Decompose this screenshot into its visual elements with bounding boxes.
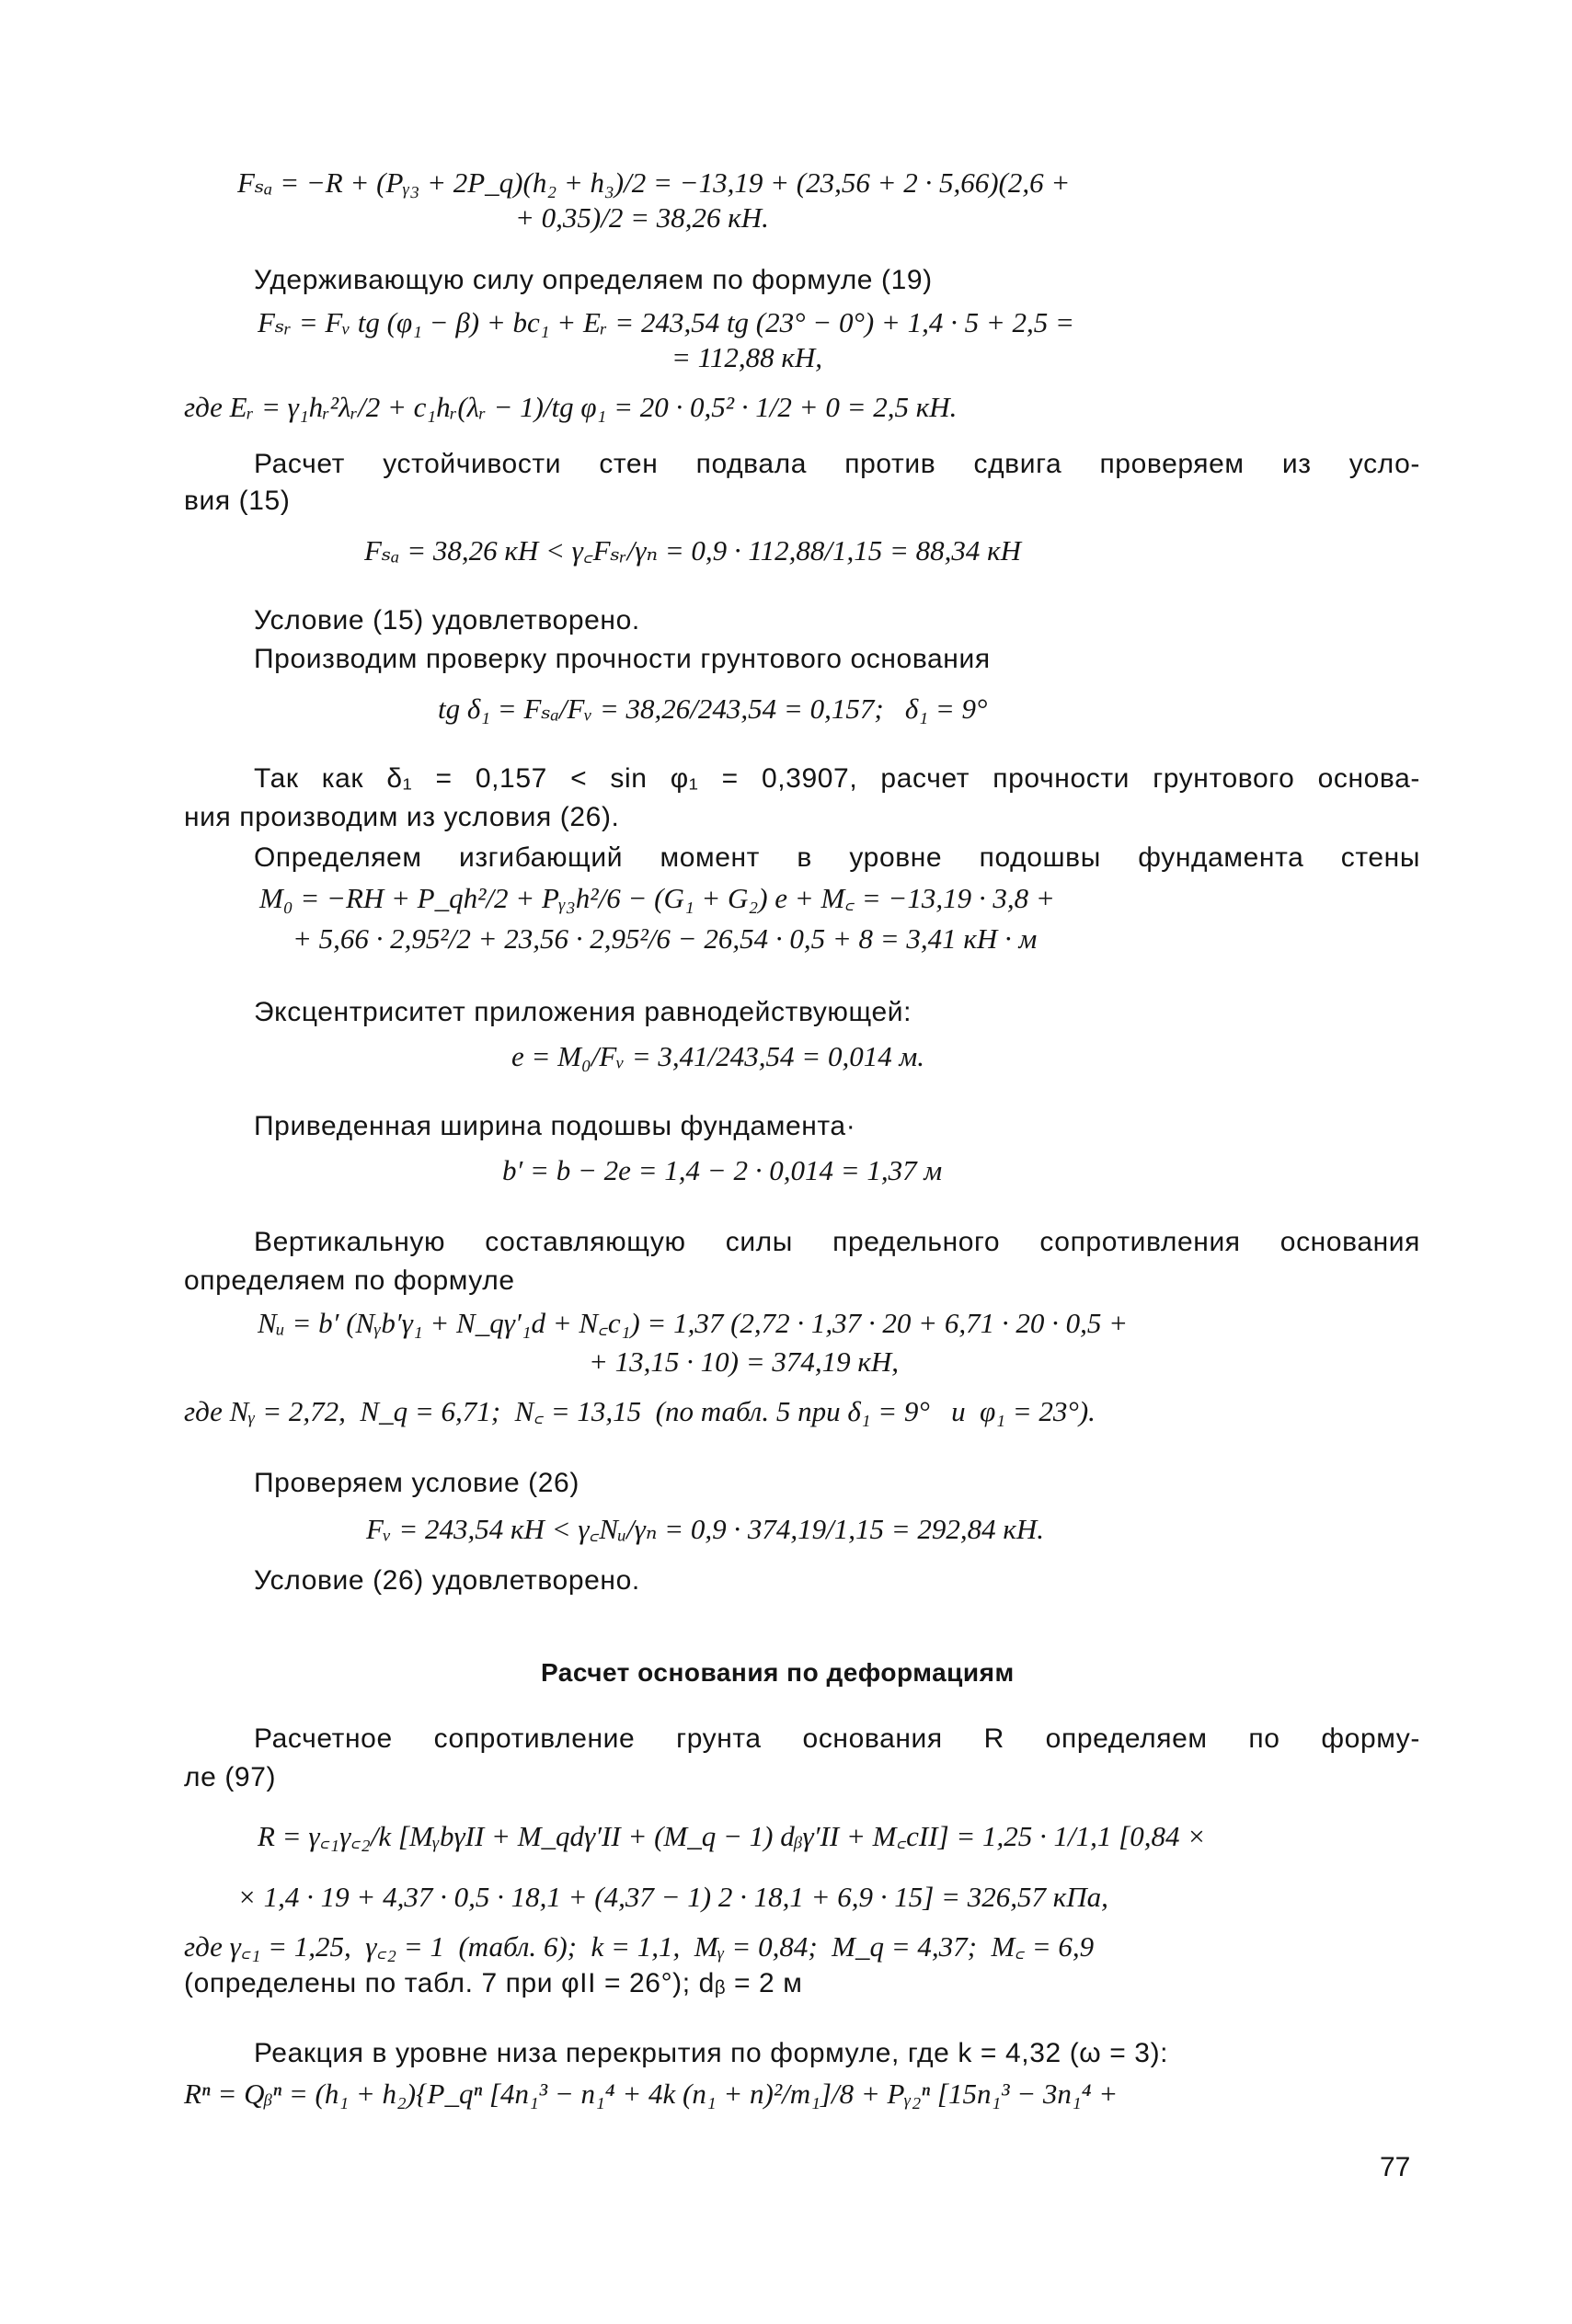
paragraph-line: Эксцентриситет приложения равнодействующей: <box>254 997 912 1027</box>
formula-r-line-2: × 1,4 · 19 + 4,37 · 0,5 · 18,1 + (4,37 − 1) 2 · 18,1 + 6,9 · 15] = 326,57 кПа, <box>237 1881 1108 1913</box>
paragraph-line: Так как δ₁ = 0,157 < sin φ₁ = 0,3907, расчет прочности грунтового основа- <box>254 763 1420 794</box>
formula-nu-line-1: Nᵤ = b′ (Nᵧb′γ₁ + N_qγ′₁d + N꜀c₁) = 1,37 (2,72 · 1,37 · 20 + 6,71 · 20 · 0,5 + <box>258 1307 1129 1339</box>
formula-n-coefficients: где Nᵧ = 2,72, N_q = 6,71; N꜀ = 13,15 (по табл. 5 при δ₁ = 9° и φ₁ = 23°). <box>184 1395 1096 1427</box>
formula-eccentricity: e = M₀/Fᵥ = 3,41/243,54 = 0,014 м. <box>511 1040 924 1072</box>
paragraph-line: Расчет устойчивости стен подвала против сдвига проверяем из усло- <box>254 449 1420 479</box>
formula-condition-26: Fᵥ = 243,54 кН < γ꜀Nᵤ/γₙ = 0,9 · 374,19/1,15 = 292,84 кН. <box>366 1513 1045 1545</box>
formula-fsr-line-1: Fₛᵣ = Fᵥ tg (φ₁ − β) + bc₁ + Eᵣ = 243,54 tg (23° − 0°) + 1,4 · 5 + 2,5 = <box>258 306 1074 338</box>
formula-tg-delta: tg δ₁ = Fₛₐ/Fᵥ = 38,26/243,54 = 0,157; δ₁ = 9° <box>438 693 988 725</box>
paragraph-line: ле (97) <box>184 1762 277 1792</box>
formula-er-line: где Eᵣ = γ₁hᵣ²λᵣ/2 + c₁hᵣ(λᵣ − 1)/tg φ₁ = 20 · 0,5² · 1/2 + 0 = 2,5 кН. <box>184 391 958 423</box>
paragraph-line: Приведенная ширина подошвы фундамента· <box>254 1111 856 1141</box>
formula-fsr-line-2: = 112,88 кН, <box>671 341 823 373</box>
paragraph-line: Вертикальную составляющую силы предельного сопротивления основания <box>254 1227 1420 1257</box>
paragraph-line: ния производим из условия (26). <box>184 802 620 832</box>
formula-fsa-line-1: Fₛₐ = −R + (Pᵧ₃ + 2P_q)(h₂ + h₃)/2 = −13,19 + (23,56 + 2 · 5,66)(2,6 + <box>237 166 1071 199</box>
paragraph-line: Условие (15) удовлетворено. <box>254 605 640 635</box>
formula-moment-line-1: M₀ = −RH + P_qh²/2 + Pᵧ₃h²/6 − (G₁ + G₂) e + M꜀ = −13,19 · 3,8 + <box>259 882 1055 914</box>
paragraph-line: (определены по табл. 7 при φII = 26°); dᵦ = 2 м <box>184 1968 803 1998</box>
formula-moment-line-2: + 5,66 · 2,95²/2 + 23,56 · 2,95²/6 − 26,54 · 0,5 + 8 = 3,41 кН · м <box>293 922 1038 955</box>
paragraph-line: определяем по формуле <box>184 1265 515 1296</box>
formula-reduced-width: b′ = b − 2e = 1,4 − 2 · 0,014 = 1,37 м <box>502 1154 943 1186</box>
paragraph-line: Определяем изгибающий момент в уровне подошвы фундамента стены <box>254 842 1420 873</box>
paragraph-line: Расчетное сопротивление грунта основания R определяем по форму- <box>254 1723 1420 1754</box>
page-number: 77 <box>1380 2152 1411 2182</box>
paragraph-line: Проверяем условие (26) <box>254 1468 579 1498</box>
section-heading: Расчет основания по деформациям <box>541 1658 1015 1687</box>
paragraph-line: Условие (26) удовлетворено. <box>254 1565 640 1596</box>
formula-r-line-1: R = γ꜀₁γ꜀₂/k [MᵧbγII + M_qdγ′II + (M_q − 1) dᵦγ′II + M꜀cII] = 1,25 · 1/1,1 [0,84 × <box>258 1820 1207 1852</box>
formula-r-coefficients: где γ꜀₁ = 1,25, γ꜀₂ = 1 (табл. 6); k = 1,1, Mᵧ = 0,84; M_q = 4,37; M꜀ = 6,9 <box>184 1930 1095 1963</box>
formula-condition-15: Fₛₐ = 38,26 кН < γ꜀Fₛᵣ/γₙ = 0,9 · 112,88/1,15 = 88,34 кН <box>364 534 1022 567</box>
formula-nu-line-2: + 13,15 · 10) = 374,19 кН, <box>589 1345 900 1378</box>
paragraph-line: Производим проверку прочности грунтового основания <box>254 644 991 674</box>
paragraph-line: вия (15) <box>184 486 291 516</box>
formula-fsa-line-2: + 0,35)/2 = 38,26 кН. <box>515 201 769 234</box>
paragraph-line: Удерживающую силу определяем по формуле (19) <box>254 265 933 295</box>
paragraph-line: Реакция в уровне низа перекрытия по формуле, где k = 4,32 (ω = 3): <box>254 2038 1169 2068</box>
formula-reaction: Rⁿ = Qᵦⁿ = (h₁ + h₂){P_qⁿ [4n₁³ − n₁⁴ + 4k (n₁ + n)²/m₁]/8 + Pᵧ₂ⁿ [15n₁³ − 3n₁⁴ + <box>184 2078 1119 2110</box>
